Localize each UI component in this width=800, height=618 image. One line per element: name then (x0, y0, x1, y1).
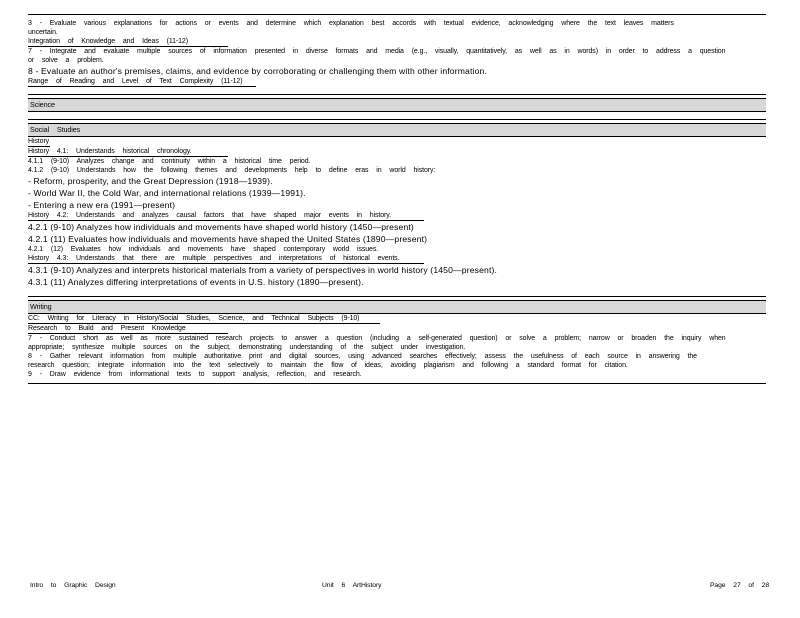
standard-text: 9 - Draw evidence from informational texts to support analysis, reflection, and research. (28, 371, 362, 378)
section-header-science: Science (28, 98, 766, 112)
standard-text: uncertain. (28, 29, 58, 36)
section-rule (28, 119, 766, 120)
bullet-text: - World War II, the Cold War, and international relations (1939—1991). (28, 188, 306, 198)
bullet-text: - Reform, prosperity, and the Great Depression (1918—1939). (28, 176, 273, 186)
subheading: Integration of Knowledge and Ideas (11-12) (28, 37, 228, 47)
footer-course: Intro to Graphic Design (30, 582, 116, 589)
standard-text: or solve a problem. (28, 57, 104, 64)
standard-text: 4.3.1 (11) Analyzes differing interpretations of events in U.S. history (1890—present). (28, 277, 364, 287)
subheading: History 4.1: Understands historical chronology. (28, 147, 228, 157)
subheading: History (28, 138, 50, 145)
section-rule (28, 383, 766, 384)
footer-page-number: Page 27 of 28 (710, 582, 770, 589)
standard-text: 4.2.1 (9-10) Analyzes how individuals and movements have shaped world history (1450—present) (28, 222, 414, 232)
section-header-social-studies: Social Studies (28, 123, 766, 137)
standard-text: 4.2.1 (11) Evaluates how individuals and movements have shaped the United States (1890—present) (28, 234, 428, 244)
standard-text: 8 - Evaluate an author's premises, claims, and evidence by corroborating or challenging them with other information. (28, 66, 487, 76)
page-footer (30, 582, 770, 589)
subheading: Research to Build and Present Knowledge (28, 324, 228, 334)
standard-text: appropriate; synthesize multiple sources on the subject, demonstrating understanding of the subject under investigation. (28, 344, 466, 351)
bullet-text: - Entering a new era (1991—present) (28, 200, 176, 210)
standard-text: 4.2.1 (12) Evaluates how individuals and movements have shaped contemporary world issues. (28, 246, 379, 253)
standard-text: 4.1.1 (9-10) Analyzes change and continuity within a historical time period. (28, 158, 311, 165)
section-rule (28, 296, 766, 297)
section-rule (28, 94, 766, 95)
top-rule (28, 14, 766, 15)
standard-text: 7 - Conduct short as well as more sustained research projects to answer a question (including a self-generated question) or solve a problem; narrow or broaden the inquiry when (28, 335, 726, 342)
standard-text: research question; integrate information into the text selectively to maintain the flow of ideas, avoiding plagiarism and following a standard format for citation. (28, 362, 628, 369)
subheading: History 4.3: Understands that there are multiple perspectives and interpretations of historical events. (28, 254, 424, 264)
subheading: CC: Writing for Literacy in History/Social Studies, Science, and Technical Subjects (9-10) (28, 314, 380, 324)
standard-text: 3 - Evaluate various explanations for actions or events and determine which explanation best accords with textual evidence, acknowledging where the text leaves matters (28, 20, 674, 27)
footer-unit: Unit 6 ArtHistory (322, 582, 382, 589)
standard-text: 8 - Gather relevant information from multiple authoritative print and digital sources, using advanced searches effectively; assess the usefulness of each source in answering the (28, 353, 697, 360)
standard-text: 4.1.2 (9-10) Understands how the following themes and developments help to define eras in world history: (28, 167, 436, 174)
subheading: Range of Reading and Level of Text Complexity (11-12) (28, 77, 256, 87)
standard-text: 7 - Integrate and evaluate multiple sources of information presented in diverse formats and media (e.g., visually, quantitatively, as well as in words) in order to address a question (28, 48, 726, 55)
document-page (28, 14, 766, 384)
subheading: History 4.2: Understands and analyzes causal factors that have shaped major events in history. (28, 211, 424, 221)
section-header-writing: Writing (28, 300, 766, 314)
standard-text: 4.3.1 (9-10) Analyzes and interprets historical materials from a variety of perspectives in world history (1450—present). (28, 265, 498, 275)
